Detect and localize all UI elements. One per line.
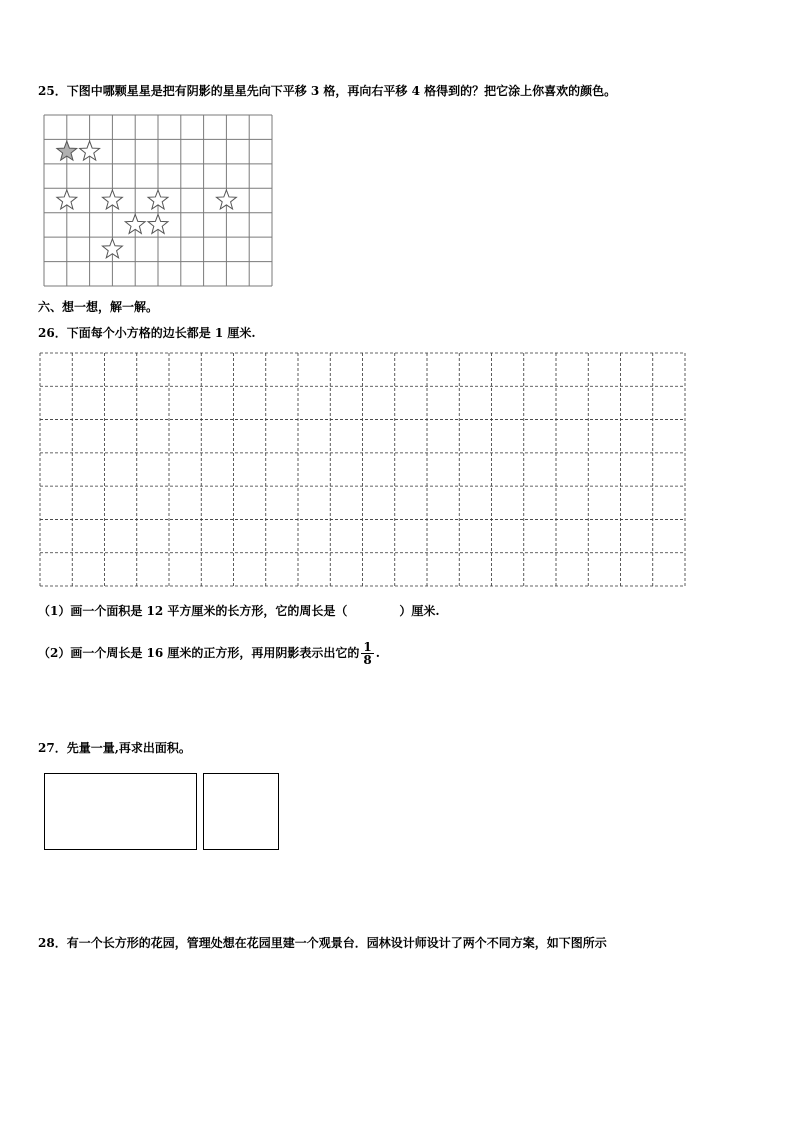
rectangle-figure <box>44 773 197 850</box>
fraction-denominator: 8 <box>363 653 372 667</box>
fraction-numerator: 1 <box>363 640 372 654</box>
q26-part2 <box>38 639 380 667</box>
square-figure <box>203 773 279 850</box>
centimeter-grid <box>40 353 685 586</box>
q26-part2-text: （2）画一个周长是 16 厘米的正方形，再用阴影表示出它的 <box>38 646 360 660</box>
q26-part2-end: . <box>375 646 380 660</box>
star-grid <box>44 115 272 286</box>
q26-part1-after: ）厘米. <box>399 604 440 618</box>
q26-part1-before: （1）画一个面积是 12 平方厘米的长方形，它的周长是（ <box>38 604 348 618</box>
q28-text: 28．有一个长方形的花园，管理处想在花园里建一个观景台．园林设计师设计了两个不同方案，如下图所示 <box>38 936 607 950</box>
fraction-one-eighth <box>361 641 373 666</box>
q27-text: 27．先量一量,再求出面积。 <box>38 741 191 755</box>
q25-text: 25．下图中哪颗星星是把有阴影的星星先向下平移 3 格，再向右平移 4 格得到的？把它涂上你喜欢的颜色。 <box>38 84 617 98</box>
section6-title: 六、想一想，解一解。 <box>38 300 159 314</box>
q26-part1 <box>38 603 440 619</box>
q26-text: 26．下面每个小方格的边长都是 1 厘米. <box>38 326 256 340</box>
